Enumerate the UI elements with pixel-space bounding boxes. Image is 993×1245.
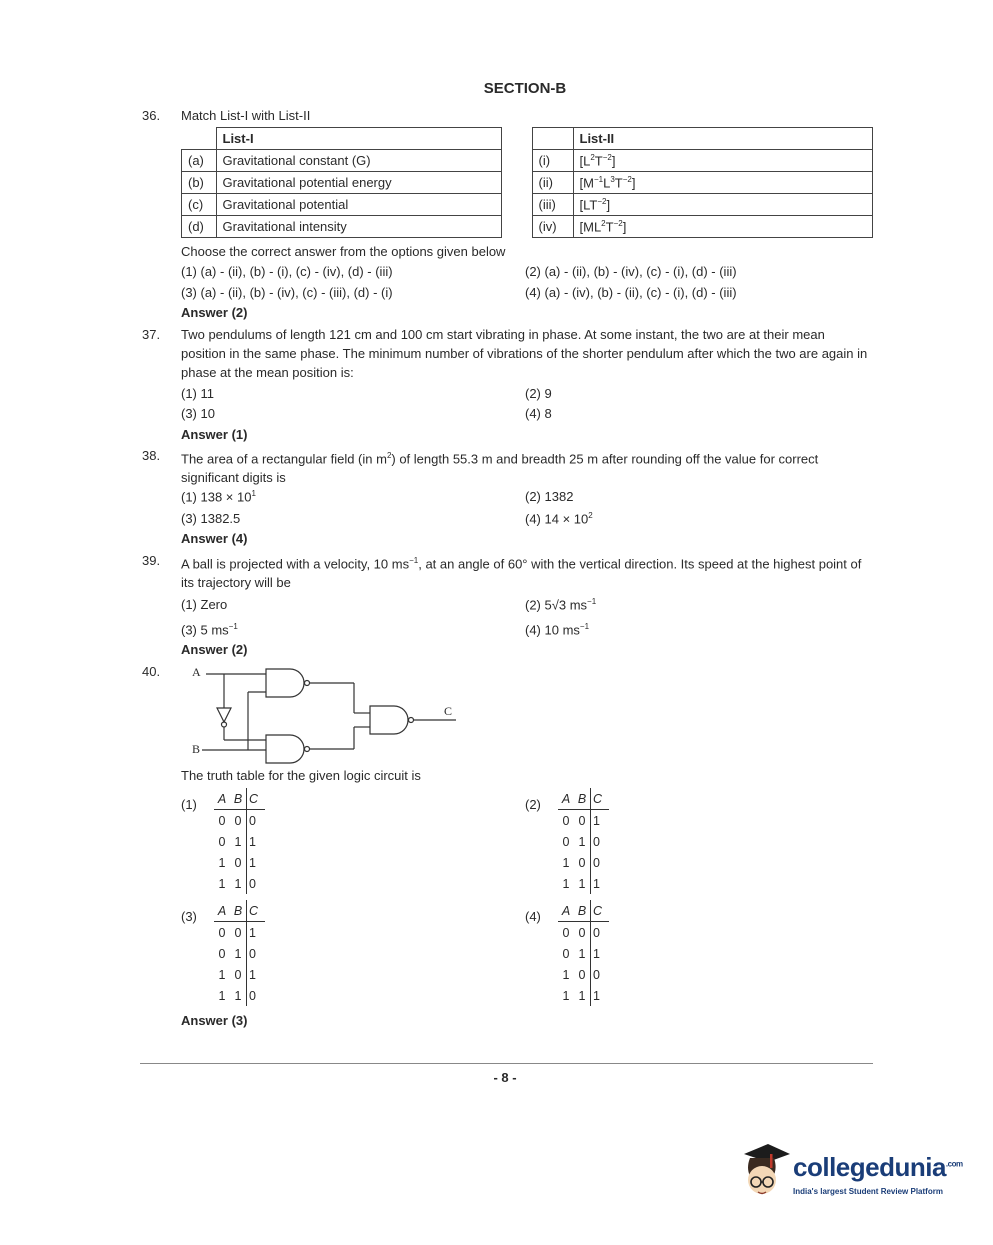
answer-label: Answer (4)	[181, 531, 248, 546]
truth-table-cell: 1	[234, 988, 242, 1003]
truth-table-1	[214, 788, 265, 894]
row-label: (c)	[182, 194, 217, 216]
truth-table-header-cell: B	[574, 788, 591, 810]
footer-divider	[140, 1063, 873, 1064]
table-row	[182, 172, 873, 194]
page-number: - 8 -	[493, 1070, 517, 1085]
truth-table-cell: 1	[578, 876, 586, 891]
row-label: (a)	[182, 150, 217, 172]
truth-table-row	[558, 873, 609, 894]
truth-table-cell: 1	[591, 943, 610, 964]
question-text: Two pendulums of length 121 cm and 100 cm start vibrating in phase. At some instant, the two are at their mean position in the same phase. The minimum number of vibrations of the shorter pendulum after which the two are again in phase at the mean position is:	[181, 327, 868, 380]
question-text: The truth table for the given logic circuit is	[181, 768, 421, 783]
answer-label: Answer (2)	[181, 305, 248, 320]
truth-table-cell: 1	[562, 988, 570, 1003]
truth-table-header	[214, 900, 265, 922]
row-item: Gravitational constant (G)	[216, 150, 501, 172]
option-2: (2) 1382	[525, 489, 574, 504]
truth-table-row	[558, 922, 609, 944]
truth-table-row	[558, 943, 609, 964]
truth-table-cell: 0	[234, 967, 242, 982]
truth-table-cell: 1	[234, 946, 242, 961]
question-number: 40.	[142, 664, 161, 679]
truth-table-cell: 1	[218, 876, 226, 891]
truth-table-row	[214, 831, 265, 852]
truth-table-cell: 1	[578, 946, 586, 961]
truth-table-header-cell: A	[214, 788, 230, 810]
truth-table-cell: 1	[234, 876, 242, 891]
answer-label: Answer (2)	[181, 642, 248, 657]
truth-table-cell: 0	[578, 925, 586, 940]
question-text: The area of a rectangular field (in $m^2$) of length 55.3 m and breadth 25 m after rounding off the value for correct significant digits is	[181, 451, 819, 486]
truth-table-header	[558, 900, 609, 922]
option-4: (4) 8	[525, 406, 552, 421]
truth-table-cell: 0	[247, 873, 266, 894]
truth-table-cell: 1	[247, 964, 266, 985]
row-item: Gravitational potential	[216, 194, 501, 216]
truth-table-cell: 0	[591, 964, 610, 985]
truth-table-row	[558, 810, 609, 832]
table-row	[182, 194, 873, 216]
truth-table-cell: 1	[234, 834, 242, 849]
truth-table-cell: 0	[578, 967, 586, 982]
truth-table-cell: 0	[562, 813, 570, 828]
truth-table-row	[214, 985, 265, 1006]
list1-header: List-I	[216, 128, 501, 150]
row-dimension: $[L^2T^{-2}]$	[573, 150, 872, 172]
input-label-a: A	[192, 665, 201, 679]
truth-table-cell: 0	[562, 925, 570, 940]
truth-table-cell: 0	[562, 834, 570, 849]
option-3-label: (3)	[181, 909, 197, 924]
list2-header: List-II	[573, 128, 872, 150]
input-label-b: B	[192, 742, 201, 756]
truth-table-cell: 1	[247, 831, 266, 852]
truth-table-cell: 0	[234, 855, 242, 870]
truth-table-header-cell: B	[230, 900, 247, 922]
truth-table-cell: 1	[578, 988, 586, 1003]
truth-table-cell: 1	[578, 834, 586, 849]
truth-table-row	[558, 852, 609, 873]
truth-table-header-cell: C	[247, 900, 266, 922]
truth-table-cell: 1	[218, 967, 226, 982]
option-1-label: (1)	[181, 797, 197, 812]
truth-table-header-cell: A	[558, 788, 574, 810]
row-roman: (i)	[532, 150, 573, 172]
row-roman: (ii)	[532, 172, 573, 194]
row-label: (d)	[182, 216, 217, 238]
question-text: A ball is projected with a velocity, 10 $ms^{-1}$, at an angle of 60° with the vertical direction. Its speed at the highest point of its trajectory will be	[181, 556, 862, 591]
row-roman: (iv)	[532, 216, 573, 238]
truth-table-header-cell: B	[574, 900, 591, 922]
truth-table-header	[558, 788, 609, 810]
truth-table-header-cell: C	[591, 788, 610, 810]
match-table-header	[182, 128, 873, 150]
option-2: (2) (a) - (ii), (b) - (iv), (c) - (i), (d) - (iii)	[525, 264, 737, 279]
truth-table-cell: 1	[591, 810, 610, 832]
truth-table-row	[214, 852, 265, 873]
option-1: (1) Zero	[181, 597, 228, 612]
truth-table-cell: 0	[591, 852, 610, 873]
brand-name: collegedunia$^{.com}$	[793, 1152, 963, 1182]
truth-table-cell: 0	[234, 813, 242, 828]
truth-table-cell: 1	[562, 967, 570, 982]
truth-table-cell: 0	[591, 922, 610, 944]
match-table	[181, 127, 873, 238]
answer-label: Answer (3)	[181, 1013, 248, 1028]
section-title: SECTION-B	[483, 80, 567, 97]
truth-table-cell: 1	[562, 876, 570, 891]
question-number: 38.	[142, 448, 161, 463]
row-dimension: $[M^{-1}L^3T^{-2}]$	[573, 172, 872, 194]
truth-table-cell: 1	[247, 852, 266, 873]
option-2-label: (2)	[525, 797, 541, 812]
truth-table-row	[214, 810, 265, 832]
truth-table-cell: 1	[218, 855, 226, 870]
truth-table-cell: 0	[234, 925, 242, 940]
question-number: 37.	[142, 327, 161, 342]
truth-table-cell: 1	[218, 988, 226, 1003]
instruction-text: Choose the correct answer from the options given below	[181, 244, 506, 259]
option-4-label: (4)	[525, 909, 541, 924]
truth-table-cell: 0	[247, 810, 266, 832]
truth-table-cell: 0	[218, 834, 226, 849]
question-number: 36.	[142, 108, 161, 123]
option-4: (4) (a) - (iv), (b) - (ii), (c) - (i), (d) - (iii)	[525, 285, 737, 300]
truth-table-cell: 0	[578, 855, 586, 870]
option-1: (1) (a) - (ii), (b) - (i), (c) - (iv), (d) - (iii)	[181, 264, 393, 279]
option-3: (3) 10	[181, 406, 215, 421]
truth-table-header-cell: C	[591, 900, 610, 922]
mascot-logo-icon	[738, 1140, 792, 1202]
output-label-c: C	[444, 704, 453, 718]
truth-table-cell: 0	[562, 946, 570, 961]
option-3: (3) 5 $ms^{-1}$	[181, 622, 238, 638]
truth-table-row	[558, 831, 609, 852]
brand-tagline: India's largest Student Review Platform	[793, 1187, 943, 1196]
truth-table-header-cell: A	[214, 900, 230, 922]
truth-table-header	[214, 788, 265, 810]
truth-table-header-cell: B	[230, 788, 247, 810]
row-item: Gravitational potential energy	[216, 172, 501, 194]
truth-table-4	[558, 900, 609, 1006]
logic-circuit-diagram	[180, 660, 480, 770]
option-2: (2) 9	[525, 386, 552, 401]
truth-table-cell: 1	[591, 873, 610, 894]
truth-table-header-cell: C	[247, 788, 266, 810]
truth-table-cell: 0	[578, 813, 586, 828]
question-text: Match List-I with List-II	[181, 108, 311, 123]
question-number: 39.	[142, 553, 161, 568]
truth-table-row	[214, 964, 265, 985]
answer-label: Answer (1)	[181, 427, 248, 442]
truth-table-cell: 0	[218, 813, 226, 828]
truth-table-2	[558, 788, 609, 894]
truth-table-header-cell: A	[558, 900, 574, 922]
truth-table-cell: 1	[247, 922, 266, 944]
row-roman: (iii)	[532, 194, 573, 216]
truth-table-cell: 0	[247, 943, 266, 964]
row-item: Gravitational intensity	[216, 216, 501, 238]
table-row	[182, 150, 873, 172]
truth-table-cell: 0	[218, 946, 226, 961]
row-label: (b)	[182, 172, 217, 194]
table-row	[182, 216, 873, 238]
option-3: (3) (a) - (ii), (b) - (iv), (c) - (iii), (d) - (i)	[181, 285, 393, 300]
option-4: (4) 10 $ms^{-1}$	[525, 622, 590, 638]
truth-table-row	[214, 873, 265, 894]
row-dimension: $[ML^2T^{-2}]$	[573, 216, 872, 238]
truth-table-cell: 0	[247, 985, 266, 1006]
truth-table-cell: 0	[218, 925, 226, 940]
truth-table-row	[558, 964, 609, 985]
truth-table-cell: 0	[591, 831, 610, 852]
row-dimension: $[LT^{-2}]$	[573, 194, 872, 216]
truth-table-row	[214, 922, 265, 944]
truth-table-row	[214, 943, 265, 964]
option-4: (4) $14 \times 10^2$	[525, 511, 593, 527]
truth-table-cell: 1	[591, 985, 610, 1006]
option-1: (1) $138 \times 10^1$	[181, 489, 256, 505]
truth-table-cell: 1	[562, 855, 570, 870]
option-2: (2) 5√3 $ms^{-1}$	[525, 597, 597, 613]
option-1: (1) 11	[181, 386, 214, 401]
truth-table-3	[214, 900, 265, 1006]
option-3: (3) 1382.5	[181, 511, 241, 526]
truth-table-row	[558, 985, 609, 1006]
